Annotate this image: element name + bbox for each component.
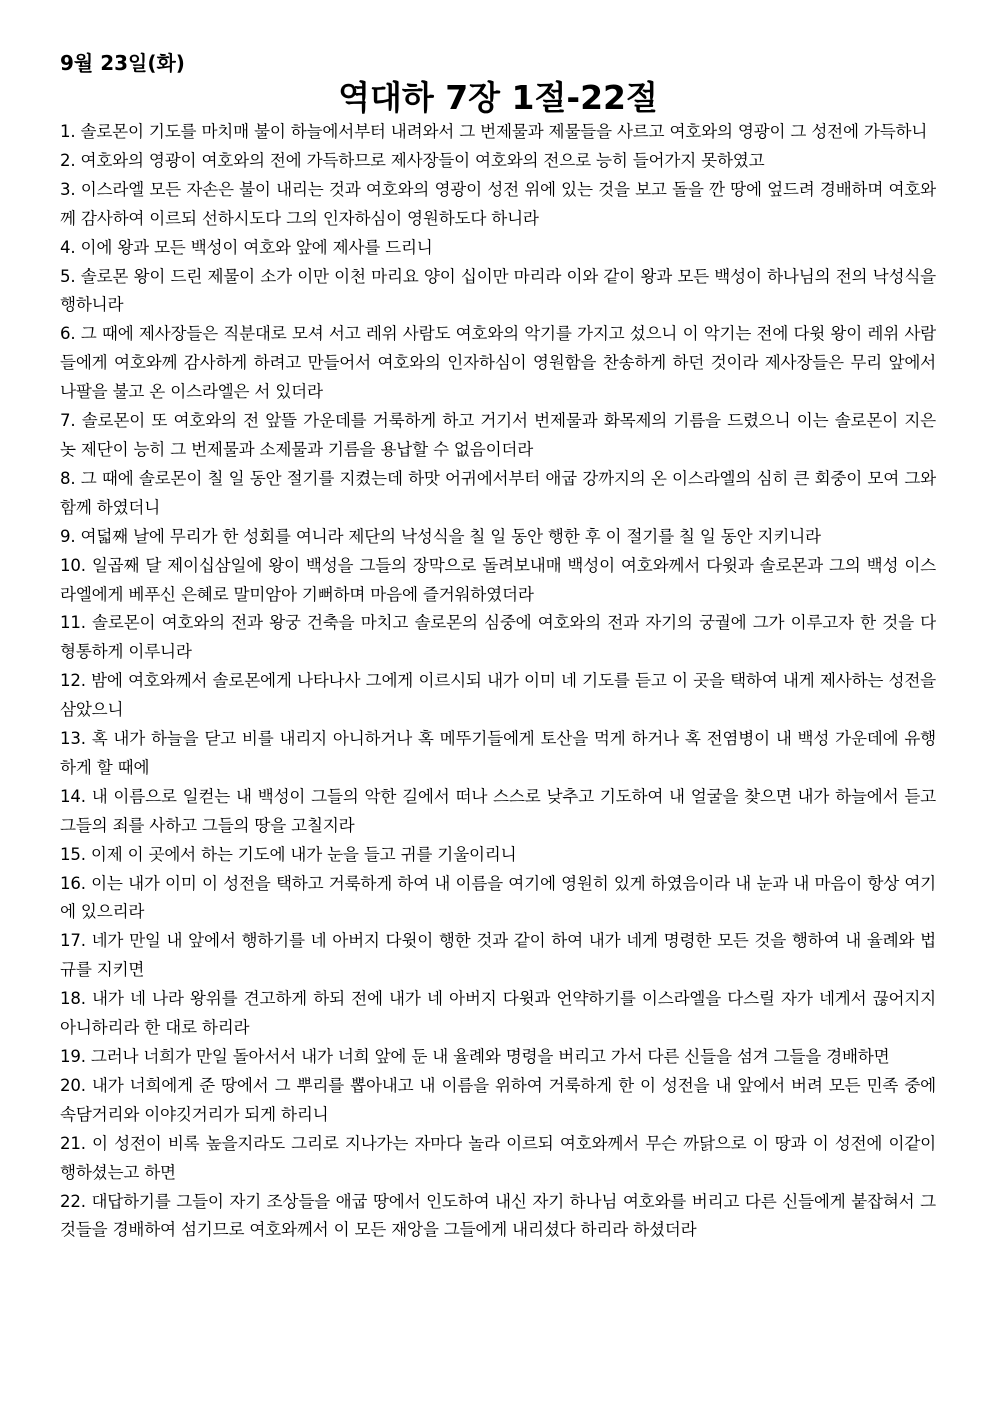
verse-1: 1. 솔로몬이 기도를 마치매 불이 하늘에서부터 내려와서 그 번제물과 제물들을 사르고 여호와의 영광이 그 성전에 가득하니 xyxy=(60,122,928,141)
page-title: 역대하 7장 1절-22절 xyxy=(338,78,658,117)
verse-7: 7. 솔로몬이 또 여호와의 전 앞뜰 가운데를 거룩하게 하고 거기서 번제물과 화목제의 기름을 드렸으니 이는 솔로몬이 지은 놋 제단이 능히 그 번제물과 소제물과 기름을 용납할 수 없음이더라 xyxy=(60,411,936,459)
verse-20: 20. 내가 너희에게 준 땅에서 그 뿌리를 뽑아내고 내 이름을 위하여 거룩하게 한 이 성전을 내 앞에서 버려 모든 민족 중에 속담거리와 이야깃거리가 되게 하리니 xyxy=(60,1075,936,1124)
verse-2: 2. 여호와의 영광이 여호와의 전에 가득하므로 제사장들이 여호와의 전으로 능히 들어가지 못하였고 xyxy=(60,150,765,170)
document-page xyxy=(60,48,936,1245)
verse-18: 18. 내가 네 나라 왕위를 견고하게 하되 전에 내가 네 아버지 다윗과 언약하기를 이스라엘을 다스릴 자가 네게서 끊어지지 아니하리라 한 대로 하리라 xyxy=(60,989,936,1038)
verse-11: 11. 솔로몬이 여호와의 전과 왕궁 건축을 마치고 솔로몬의 심중에 여호와의 전과 자기의 궁궐에 그가 이루고자 한 것을 다 형통하게 이루니라 xyxy=(60,613,936,662)
verse-14: 14. 내 이름으로 일컫는 내 백성이 그들의 악한 길에서 떠나 스스로 낮추고 기도하여 내 얼굴을 찾으면 내가 하늘에서 듣고 그들의 죄를 사하고 그들의 땅을 고칠지라 xyxy=(60,786,936,835)
verse-12: 12. 밤에 여호와께서 솔로몬에게 나타나사 그에게 이르시되 내가 이미 네 기도를 듣고 이 곳을 택하여 내게 제사하는 성전을 삼았으니 xyxy=(60,671,936,720)
verse-16: 16. 이는 내가 이미 이 성전을 택하고 거룩하게 하여 내 이름을 여기에 영원히 있게 하였음이라 내 눈과 내 마음이 항상 여기에 있으리라 xyxy=(60,873,936,922)
verse-13: 13. 혹 내가 하늘을 닫고 비를 내리지 아니하거나 혹 메뚜기들에게 토산을 먹게 하거나 혹 전염병이 내 백성 가운데에 유행하게 할 때에 xyxy=(60,729,936,777)
date-label: 9월 23일(화) xyxy=(60,51,185,75)
verse-19: 19. 그러나 너희가 만일 돌아서서 내가 너희 앞에 둔 내 율례와 명령을 버리고 가서 다른 신들을 섬겨 그들을 경배하면 xyxy=(60,1047,890,1066)
verse-21: 21. 이 성전이 비록 높을지라도 그리로 지나가는 자마다 놀라 이르되 여호와께서 무슨 까닭으로 이 땅과 이 성전에 이같이 행하셨는고 하면 xyxy=(60,1133,936,1182)
verse-4: 4. 이에 왕과 모든 백성이 여호와 앞에 제사를 드리니 xyxy=(60,237,433,257)
verse-8: 8. 그 때에 솔로몬이 칠 일 동안 절기를 지켰는데 하맛 어귀에서부터 애굽 강까지의 온 이스라엘의 심히 큰 회중이 모여 그와 함께 하였더니 xyxy=(60,468,936,517)
verse-15: 15. 이제 이 곳에서 하는 기도에 내가 눈을 들고 귀를 기울이리니 xyxy=(60,844,517,864)
verse-10: 10. 일곱째 달 제이십삼일에 왕이 백성을 그들의 장막으로 돌려보내매 백성이 여호와께서 다윗과 솔로몬과 그의 백성 이스라엘에게 베푸신 은혜로 말미암아 기뻐하며 마음에 즐거워하였더라 xyxy=(60,555,936,604)
verse-22: 22. 대답하기를 그들이 자기 조상들을 애굽 땅에서 인도하여 내신 자기 하나님 여호와를 버리고 다른 신들에게 붙잡혀서 그것들을 경배하여 섬기므로 여호와께서 이 모든 재앙을 그들에게 내리셨다 하리라 하셨더라 xyxy=(60,1191,936,1240)
verse-list xyxy=(60,118,936,1245)
verse-5: 5. 솔로몬 왕이 드린 제물이 소가 이만 이천 마리요 양이 십이만 마리라 이와 같이 왕과 모든 백성이 하나님의 전의 낙성식을 행하니라 xyxy=(60,266,936,315)
verse-9: 9. 여덟째 날에 무리가 한 성회를 여니라 제단의 낙성식을 칠 일 동안 행한 후 이 절기를 칠 일 동안 지키니라 xyxy=(60,526,821,546)
verse-6: 6. 그 때에 제사장들은 직분대로 모셔 서고 레위 사람도 여호와의 악기를 가지고 섰으니 이 악기는 전에 다윗 왕이 레위 사람들에게 여호와께 감사하게 하려고 만들어서 여호와의 인자하심이 영원함을 찬송하게 하던 것이라 제사장들은 무리 앞에서 나팔을 불고 온 이스라엘은 서 있더라 xyxy=(60,324,936,402)
verse-17: 17. 네가 만일 내 앞에서 행하기를 네 아버지 다윗이 행한 것과 같이 하여 내가 네게 명령한 모든 것을 행하여 내 율례와 법규를 지키면 xyxy=(60,931,936,980)
verse-3: 3. 이스라엘 모든 자손은 불이 내리는 것과 여호와의 영광이 성전 위에 있는 것을 보고 돌을 깐 땅에 엎드려 경배하며 여호와께 감사하여 이르되 선하시도다 그의 인자하심이 영원하도다 하니라 xyxy=(60,179,936,228)
